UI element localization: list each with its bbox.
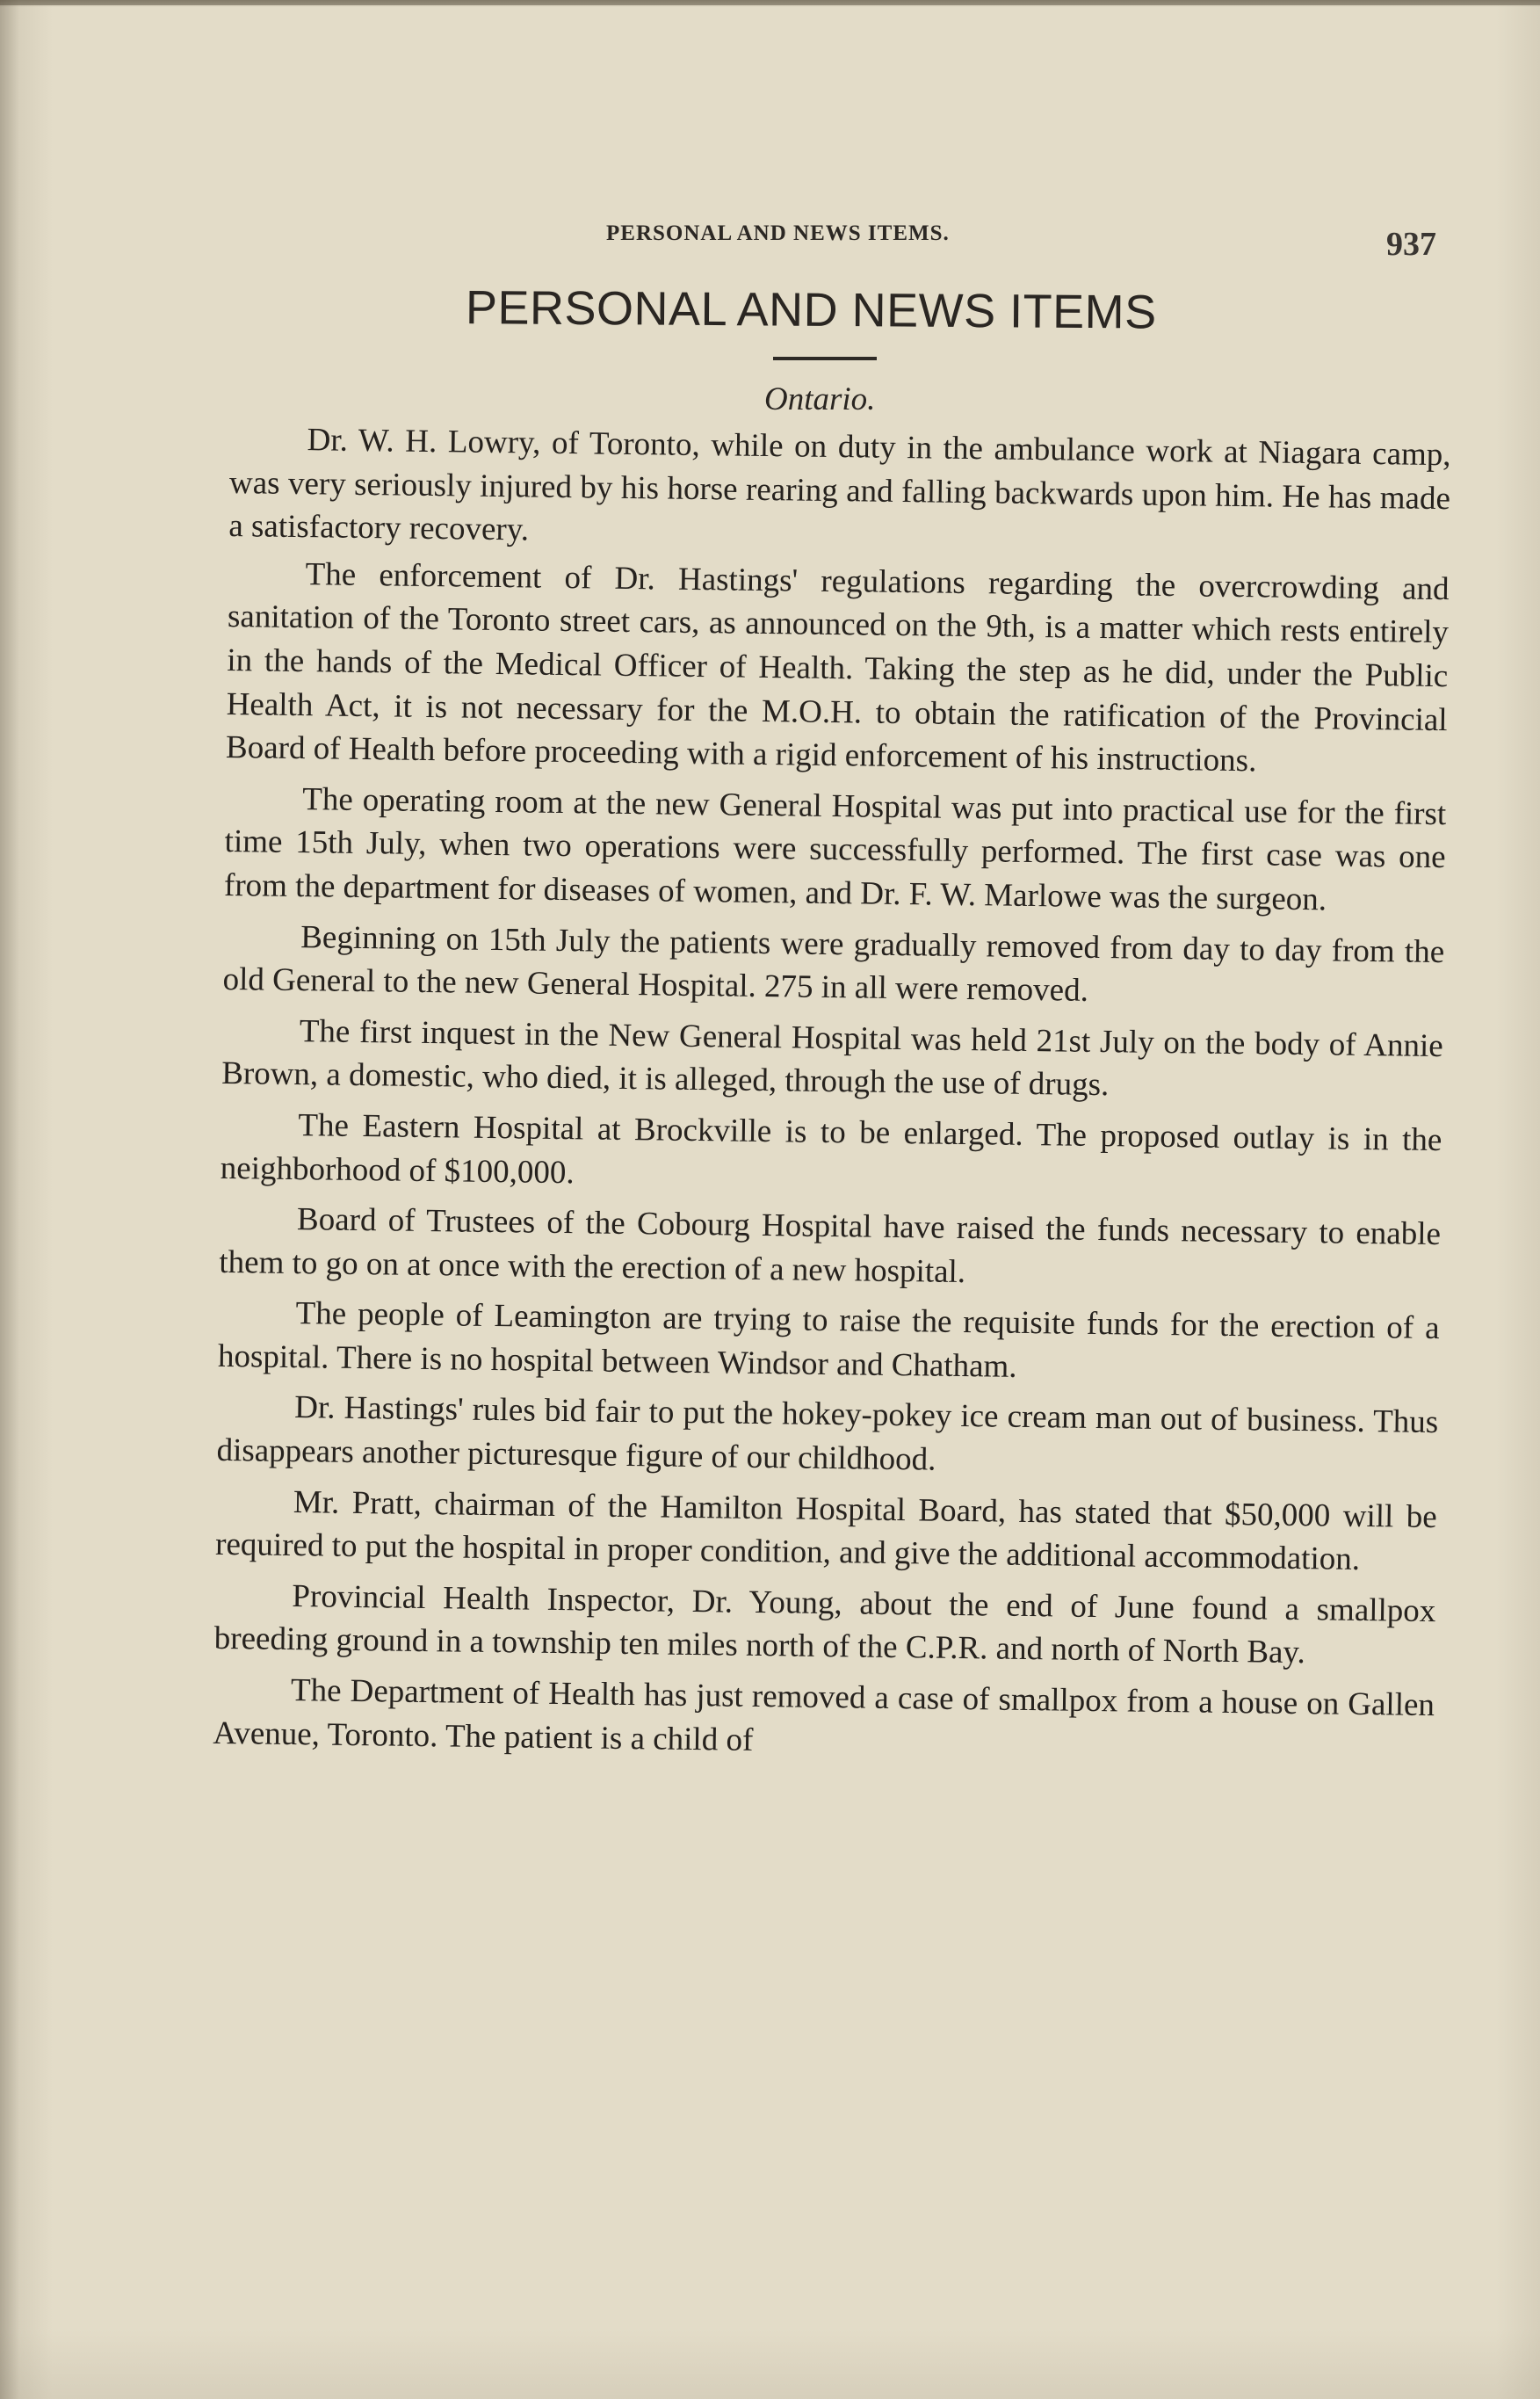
paragraph: Mr. Pratt, chairman of the Hamilton Hospital Board, has stated that $50,000 will be required to put the hospital in proper condition, and give the additional accommodation. bbox=[214, 1483, 1438, 1578]
section-heading: Ontario. bbox=[764, 381, 876, 417]
running-head: PERSONAL AND NEWS ITEMS. bbox=[606, 221, 950, 245]
paragraph: Dr. Hastings' rules bid fair to put the hokey-pokey ice cream man out of business. Thus disappears another picturesque figure of our childhood. bbox=[216, 1389, 1439, 1478]
paragraph: Beginning on 15th July the patients were gradually removed from day to day from the old General to the new General Hospital. 275 in all were removed. bbox=[222, 918, 1445, 1009]
paragraph: Provincial Health Inspector, Dr. Young, about the end of June found a smallpox breeding ground in a township ten miles north of the C.P.R. and north of North Bay. bbox=[213, 1577, 1436, 1671]
title-divider bbox=[773, 357, 877, 360]
binding-shadow bbox=[0, 0, 19, 2399]
page-title: PERSONAL AND NEWS ITEMS bbox=[465, 281, 1157, 339]
paragraph: The enforcement of Dr. Hastings' regulations regarding the overcrowding and sanitation of the Toronto street cars, as announced on the 9th, is a matter which rests entirely in the hands of the Medical Officer of Health. Taking the step as he did, under the Public Health Act, it is not necessary for the M.O.H. to obtain the ratification of the Provincial Board of Health before proceeding with a rigid enforcement of his instructions. bbox=[225, 555, 1450, 779]
paragraph: Dr. W. H. Lowry, of Toronto, while on duty in the ambulance work at Niagara camp, was very seriously injured by his horse rearing and falling backwards upon him. He has made a satisfactory recovery. bbox=[228, 422, 1451, 548]
paragraph: The operating room at the new General Hospital was put into practical use for the first time 15th July, when two operations were successfully performed. The first case was one from the department for diseases of women, and Dr. F. W. Marlowe was the surgeon. bbox=[223, 780, 1447, 918]
paragraph: Board of Trustees of the Cobourg Hospital have raised the funds necessary to enable them to go on at once with the erection of a new hospital. bbox=[219, 1201, 1442, 1290]
paragraph: The people of Leamington are trying to raise the requisite funds for the erection of a hospital. There is no hospital between Windsor and Chatham. bbox=[217, 1295, 1440, 1385]
article-body bbox=[213, 417, 1451, 1778]
paragraph: The first inquest in the New General Hospital was held 21st July on the body of Annie Brown, a domestic, who died, it is alleged, through the use of drugs. bbox=[221, 1012, 1444, 1104]
paragraph: The Eastern Hospital at Brockville is to be enlarged. The proposed outlay is in the neighborhood of $100,000. bbox=[220, 1106, 1442, 1191]
page-top-edge bbox=[0, 0, 1540, 5]
paragraph: The Department of Health has just removed a case of smallpox from a house on Gallen Avenue, Toronto. The patient is a child of bbox=[213, 1672, 1435, 1758]
page-number: 937 bbox=[1386, 226, 1436, 263]
